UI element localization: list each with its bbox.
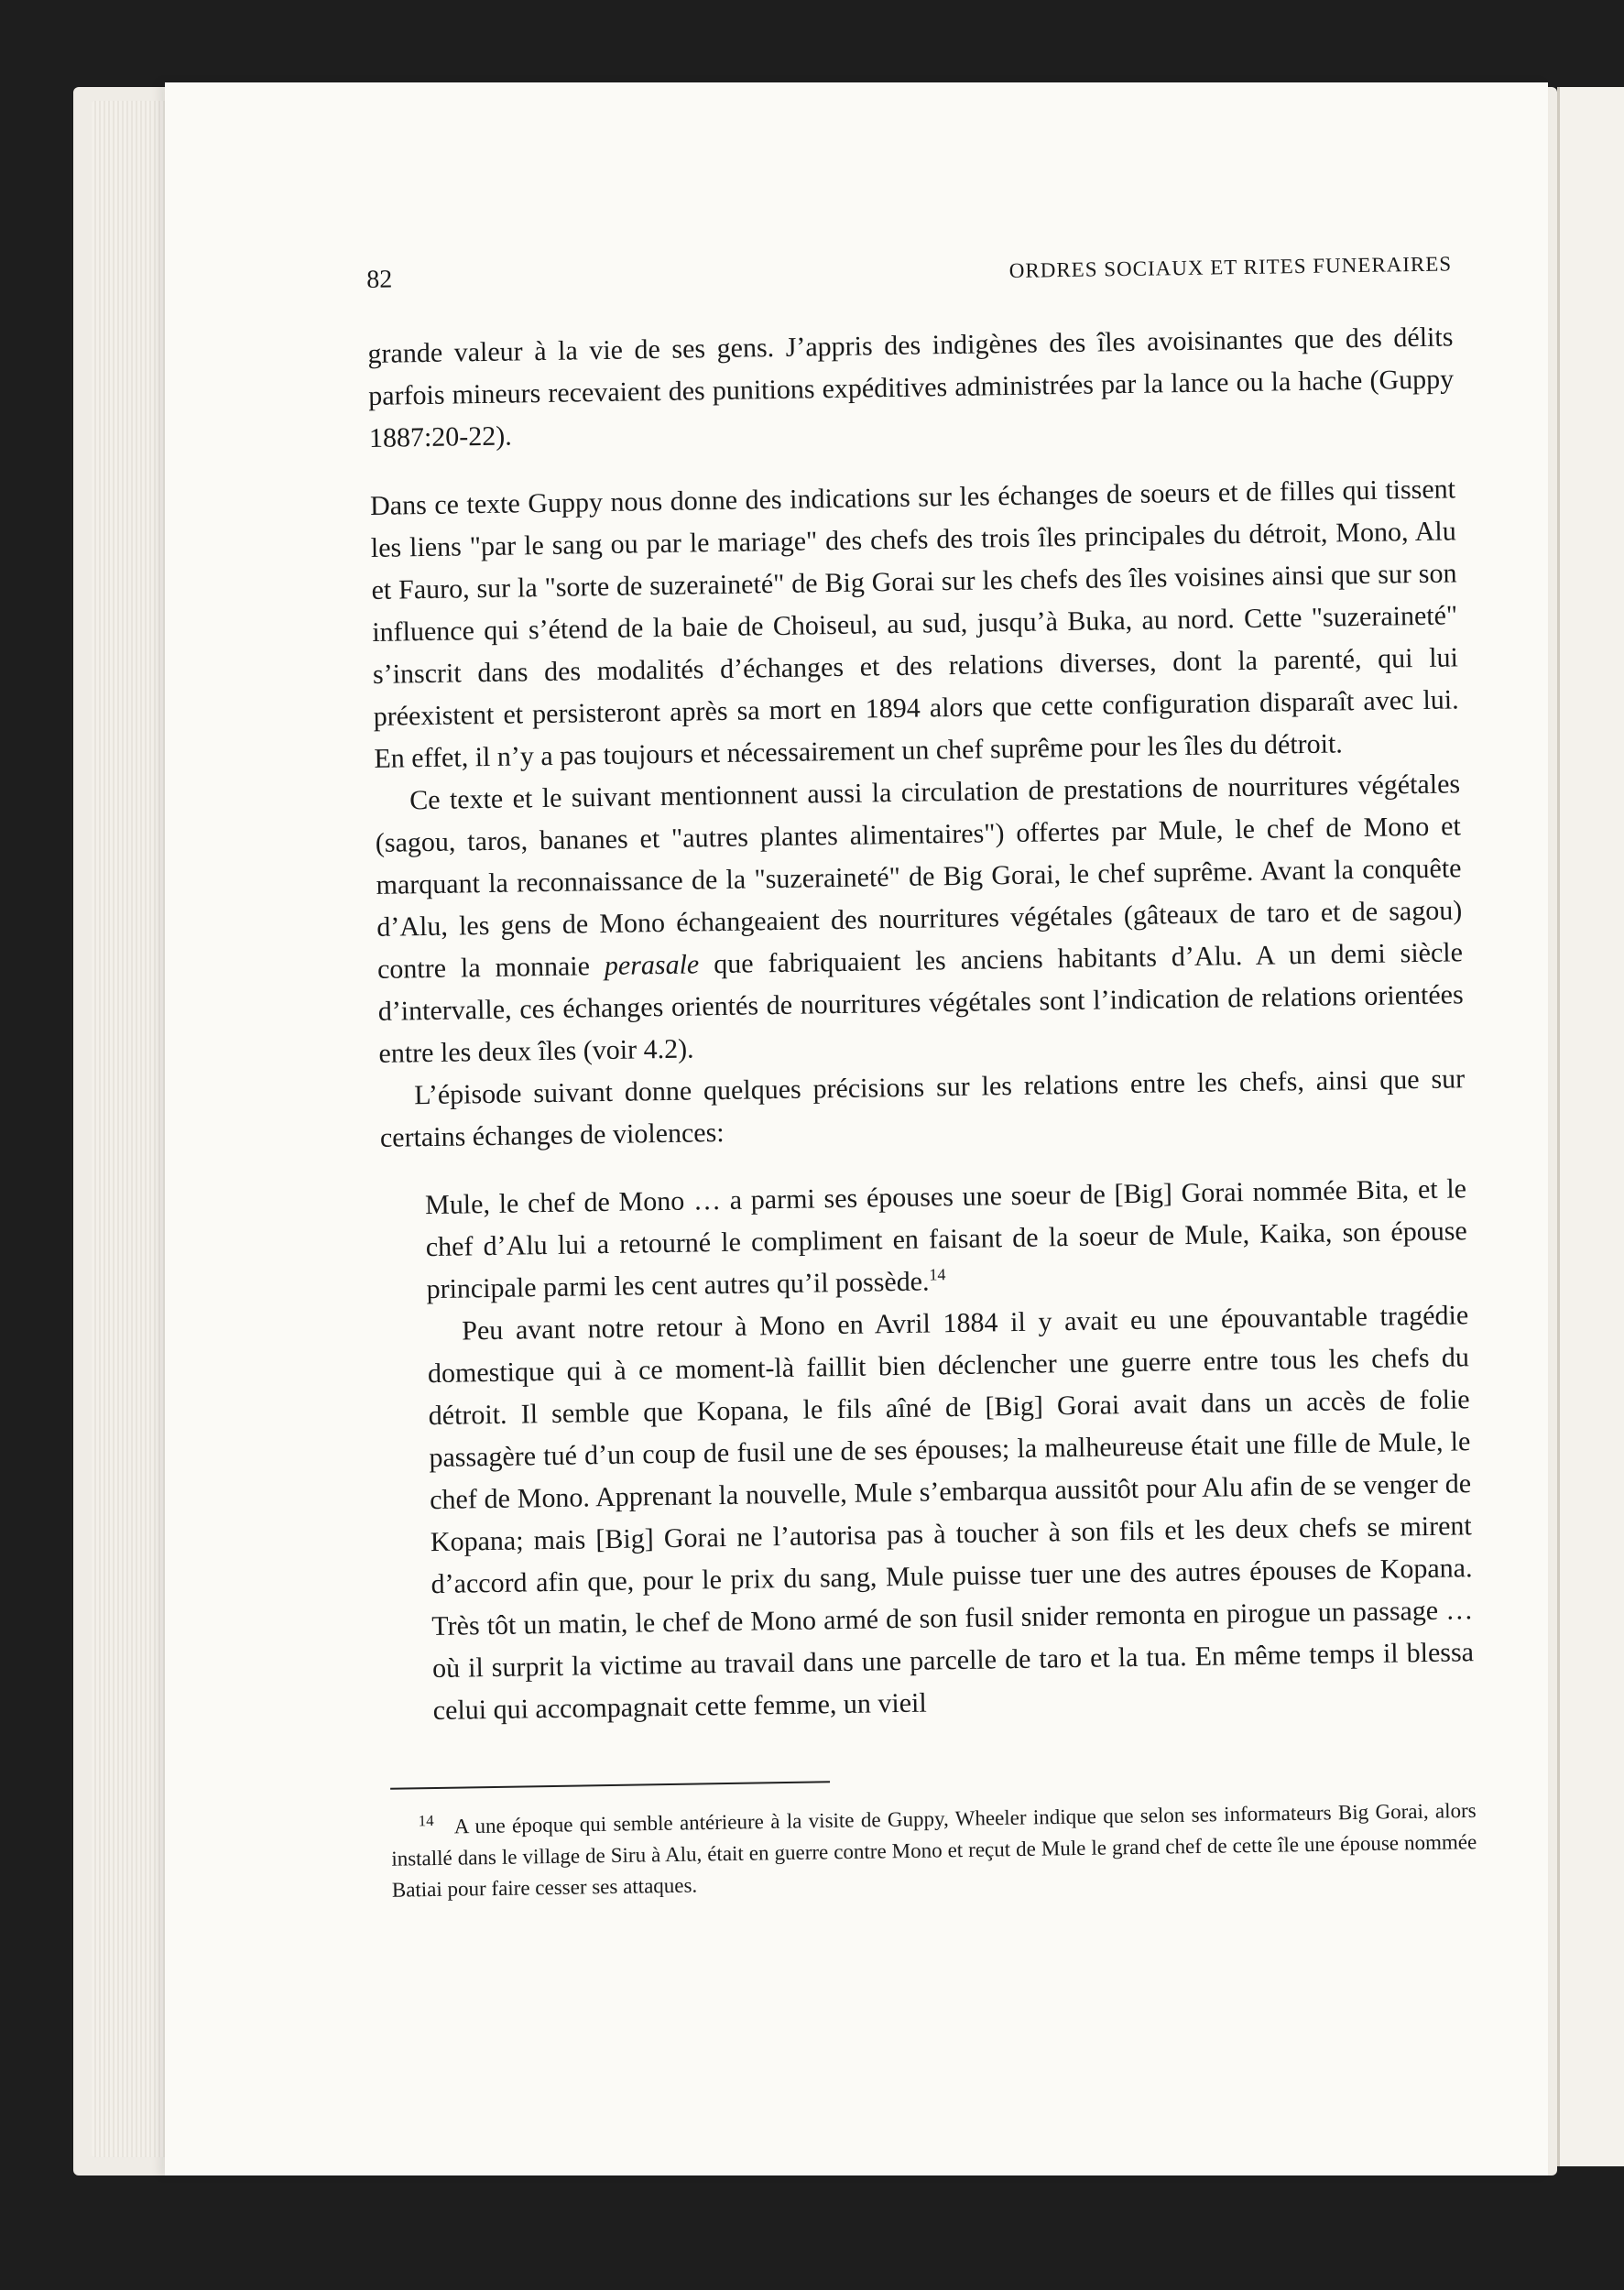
block-quote xyxy=(425,1168,1475,1732)
footnote-number: 14 xyxy=(418,1812,434,1830)
page-number: 82 xyxy=(366,265,393,294)
paragraph-1: grande valeur à la vie de ses gens. J’appris des indigènes des îles avoisinantes que des délits parfois mineurs recevaient des punitions expéditives administrées par la lance ou la hache (Guppy 1887:20-22). xyxy=(367,322,1455,453)
body-text xyxy=(367,316,1466,1184)
paragraph-3: Ce texte et le suivant mentionnent aussi la circulation de prestations de nourritures végétales (sagou, taros, bananes et "autres plantes alimentaires") offertes par Mule, le chef de Mono et marquant la reconnaissance de la "suzeraineté" de Big Gorai, le chef suprême. Avant la conquête d’Alu, les gens de Mono échangeaient des nourritures végétales (gâteaux de taro et de sagou) contre la monnaie perasale que fabriquaient les anciens habitants d’Alu. A un demi siècle d’intervalle, ces échanges orientés de nourritures végétales sont l’indication de relations orientées entre les deux îles (voir 4.2). xyxy=(375,769,1464,1069)
page-content xyxy=(366,248,1477,1905)
footnote-text: A une époque qui semble antérieure à la visite de Guppy, Wheeler indique que selon ses informateurs Big Gorai, alors installé dans le village de Siru à Alu, était en guerre contre Mono et reçut de Mule le grand chef de cette île une épouse nommée Batiai pour faire cesser ses attaques. xyxy=(391,1798,1477,1902)
quote-paragraph-1: Mule, le chef de Mono … a parmi ses épouses une soeur de [Big] Gorai nommée Bita, et le chef d’Alu lui a retourné le compliment en faisant de la soeur de Mule, Kaika, son épouse principale parmi les cent autres qu’il possède.$^{14}$ xyxy=(424,1173,1467,1305)
footnote-ref: 14 xyxy=(929,1265,946,1284)
running-head: ORDRES SOCIAUX ET RITES FUNERAIRES xyxy=(1008,252,1453,282)
paragraph-2: Dans ce texte Guppy nous donne des indications sur les échanges de soeurs et de filles qui tissent les liens "par le sang ou par le mariage" des chefs des trois îles principales du détroit, Mono, Alu et Fauro, sur la "sorte de suzeraineté" de Big Gorai sur les chefs des îles voisines ainsi que sur son influence qui s’étend de la baie de Choiseul, au sud, jusqu’à Buka, au nord. Cette "suzeraineté" s’inscrit dans des modalités d’échanges et des relations diverses, dont la parenté, qui lui préexistent et persisteront après sa mort en 1894 alors que cette configuration disparaît avec lui. En effet, il n’y a pas toujours et nécessairement un chef suprême pour les îles du détroit. xyxy=(369,474,1459,774)
footnote-rule xyxy=(390,1781,830,1790)
paragraph-4: L’épisode suivant donne quelques précisions sur les relations entre les chefs, ainsi que sur certains échanges de violences: xyxy=(379,1063,1466,1153)
footnote xyxy=(390,1789,1477,1905)
quote-paragraph-2: Peu avant notre retour à Mono en Avril 1884 il y avait eu une épouvantable tragédie domestique qui à ce moment-là faillit bien déclencher une guerre entre tous les chefs du détroit. Il semble que Kopana, le fils aîné de [Big] Gorai avait dans un accès de folie passagère tué d’un coup de fusil une de ses épouses; la malheureuse était une fille de Mule, le chef de Mono. Apprenant la nouvelle, Mule s’embarqua aussitôt pour Alu afin de se venger de Kopana; mais [Big] Gorai ne l’autorisa pas à toucher à son fils et les deux chefs se mirent d’accord afin que, pour le prix du sang, Mule puisse tuer une des autres épouses de Kopana. Très tôt un matin, le chef de Mono armé de son fusil snider remonta en pirogue un passage … où il surprit la victime au travail dans une parcelle de taro et la tua. En même temps il blessa celui qui accompagnait cette femme, un vieil xyxy=(427,1300,1475,1727)
facing-page-edge xyxy=(1557,87,1624,2166)
